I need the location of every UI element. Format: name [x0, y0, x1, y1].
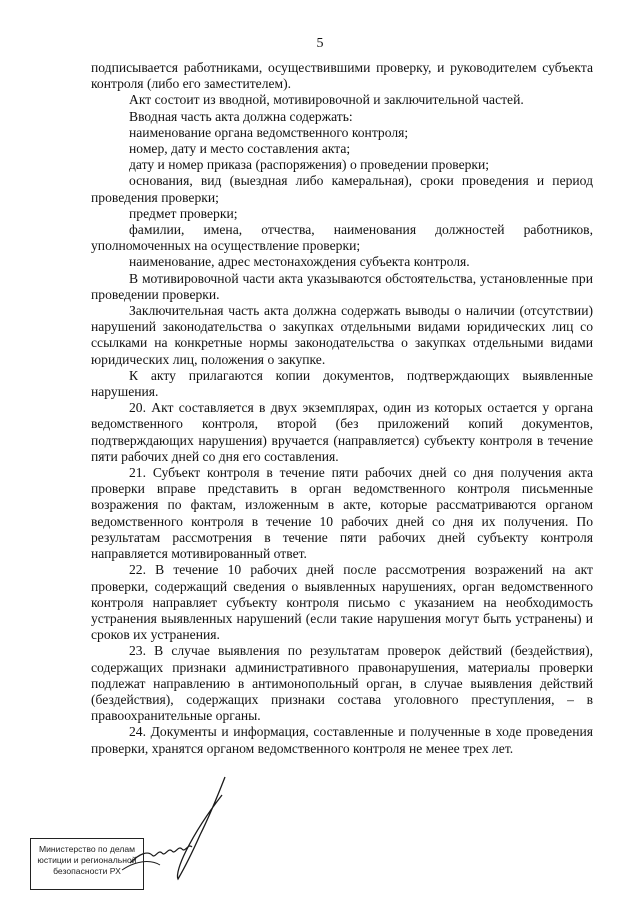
stamp-line: юстиции и региональной — [37, 855, 137, 865]
paragraph: 22. В течение 10 рабочих дней после рассмотрения возражений на акт проверки, содержащий сведения о выявленных нарушениях, орган ведомственного контроля направляет субъекту контроля письмо с указанием на необходимость устранения выявленных нарушений (если такие нарушения могут быть устранены) и сроков их устранения. — [91, 562, 593, 643]
paragraph: основания, вид (выездная либо камеральная), сроки проведения и период проведения проверки; — [91, 173, 593, 205]
paragraph: К акту прилагаются копии документов, подтверждающих выявленные нарушения. — [91, 367, 593, 400]
paragraph: В мотивировочной части акта указываются обстоятельства, установленные при проведении проверки. — [91, 270, 593, 302]
paragraph: дату и номер приказа (распоряжения) о проведении проверки; — [129, 157, 490, 173]
paragraph: номер, дату и место составления акта; — [129, 141, 351, 157]
stamp-line: Министерство по делам — [38, 844, 136, 854]
paragraph: фамилии, имена, отчества, наименования должностей работников, уполномоченных на осуществление проверки; — [91, 222, 593, 254]
paragraph: Вводная часть акта должна содержать: — [129, 108, 353, 124]
paragraph: предмет проверки; — [129, 205, 238, 221]
registration-stamp — [30, 838, 144, 890]
paragraph: 24. Документы и информация, составленные и полученные в ходе проведения проверки, хранятся органом ведомственного контроля не менее трех лет. — [91, 724, 593, 756]
paragraph: Заключительная часть акта должна содержать выводы о наличии (отсутствии) нарушений законодательства о закупках отдельными видами юридических лиц со ссылками на конкретные нормы законодательства о закупках отдельными видами юридических лиц, положения о закупке. — [91, 303, 593, 367]
paragraph: 23. В случае выявления по результатам проверок действий (бездействия), содержащих признаки административного правонарушения, материалы проверки подлежат направлению в антимонопольный орган, в случае выявления действий (бездействия), содержащих признаки состава уголовного преступления, – в правоохранительные органы. — [91, 643, 593, 724]
paragraph: 21. Субъект контроля в течение пяти рабочих дней со дня получения акта проверки вправе представить в орган ведомственного контроля письменные возражения по фактам, изложенным в акте, которые рассматриваются органом ведомственного контроля в течение 10 рабочих дней со дня их получения. По результатам рассмотрения в течение пяти рабочих дней субъекту контроля направляется мотивированный ответ. — [91, 465, 593, 562]
document-body — [91, 60, 593, 757]
paragraph: наименование, адрес местонахождения субъекта контроля. — [129, 254, 470, 270]
paragraph: Акт состоит из вводной, мотивировочной и заключительной частей. — [129, 92, 524, 108]
page-number: 5 — [316, 36, 324, 51]
stamp-line: безопасности РХ — [53, 866, 121, 876]
paragraph: наименование органа ведомственного контроля; — [129, 124, 409, 140]
paragraph: 20. Акт составляется в двух экземплярах, один из которых остается у органа ведомственного контроля, второй (без приложений копий документов, подтверждающих нарушения) вручается (направляется) субъекту контроля в течение пяти рабочих дней со дня его составления. — [91, 400, 593, 464]
paragraph: подписывается работниками, осуществившими проверку, и руководителем субъекта контроля (либо его заместителем). — [91, 60, 593, 92]
